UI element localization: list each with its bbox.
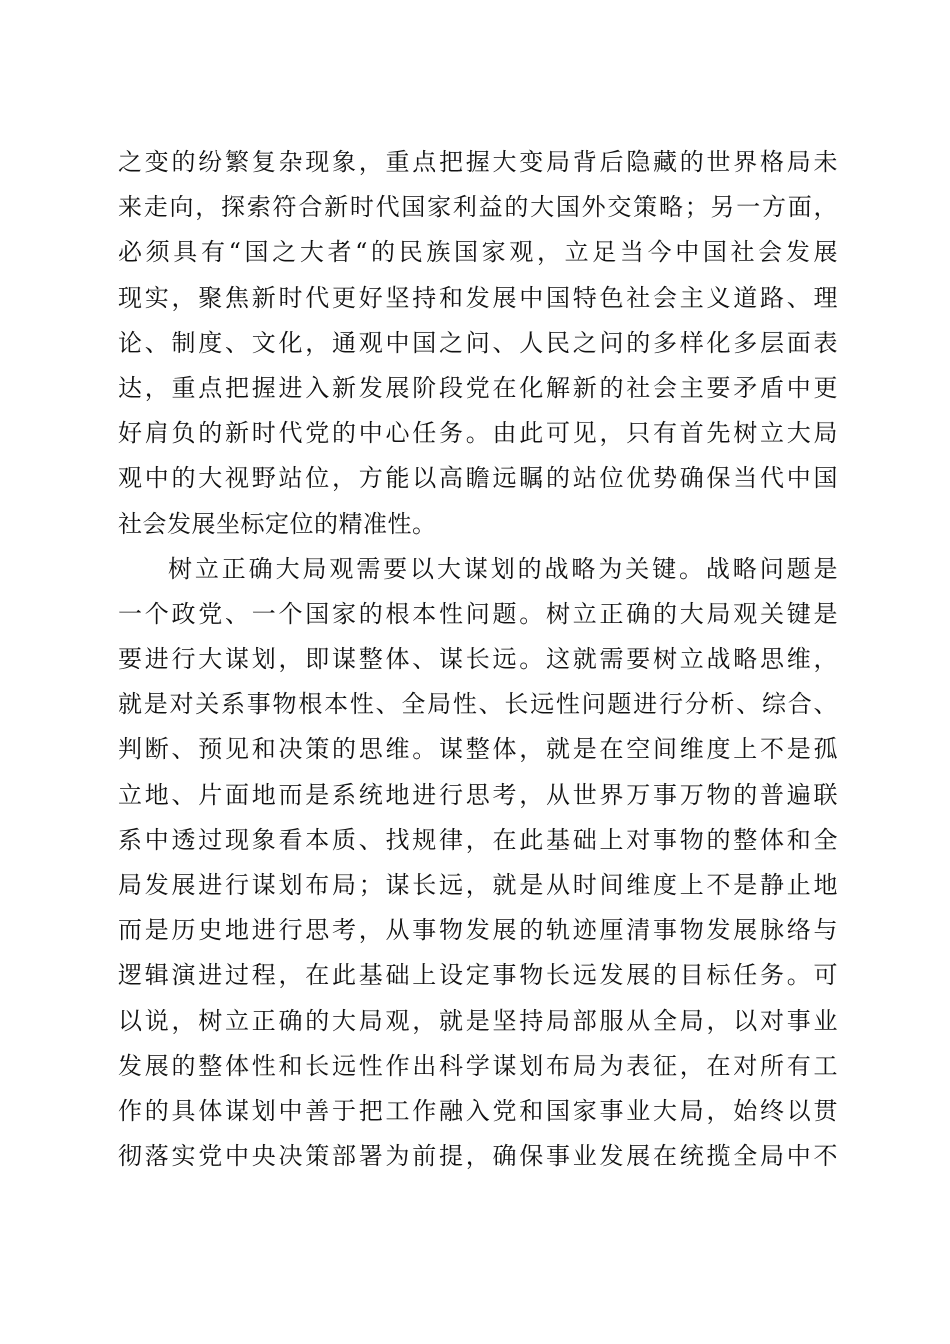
text-line: 发展的整体性和长远性作出科学谋划布局为表征，在对所有工 xyxy=(118,1051,838,1080)
text-line: 判断、预见和决策的思维。谋整体，就是在空间维度上不是孤 xyxy=(118,735,838,764)
text-line: 树立正确大局观需要以大谋划的战略为关键。战略问题是 xyxy=(168,554,838,583)
text-line: 以说，树立正确的大局观，就是坚持局部服从全局，以对事业 xyxy=(118,1006,838,1035)
text-line: 之变的纷繁复杂现象，重点把握大变局背后隐藏的世界格局未 xyxy=(118,148,838,176)
text-line: 来走向，探索符合新时代国家利益的大国外交策略；另一方面， xyxy=(118,193,838,222)
body-text xyxy=(118,140,838,1179)
text-line: 现实，聚焦新时代更好坚持和发展中国特色社会主义道路、理 xyxy=(118,283,838,312)
text-line: 系中透过现象看本质、找规律，在此基础上对事物的整体和全 xyxy=(118,825,838,854)
text-line: 就是对关系事物根本性、全局性、长远性问题进行分析、综合、 xyxy=(118,690,838,719)
text-line: 而是历史地进行思考，从事物发展的轨迹厘清事物发展脉络与 xyxy=(118,916,838,945)
text-line: 观中的大视野站位，方能以高瞻远瞩的站位优势确保当代中国 xyxy=(118,464,838,493)
text-line: 局发展进行谋划布局；谋长远，就是从时间维度上不是静止地 xyxy=(118,871,838,899)
text-line: 逻辑演进过程，在此基础上设定事物长远发展的目标任务。可 xyxy=(118,961,838,990)
text-line: 达，重点把握进入新发展阶段党在化解新的社会主要矛盾中更 xyxy=(118,373,838,402)
text-line: 社会发展坐标定位的精准性。 xyxy=(118,509,437,538)
text-line: 必须具有“国之大者“的民族国家观，立足当今中国社会发展 xyxy=(118,238,838,267)
text-line: 作的具体谋划中善于把工作融入党和国家事业大局，始终以贯 xyxy=(118,1096,838,1125)
text-line: 要进行大谋划，即谋整体、谋长远。这就需要树立战略思维， xyxy=(118,645,838,674)
text-line: 立地、片面地而是系统地进行思考，从世界万事万物的普遍联 xyxy=(118,780,838,809)
paragraph-1 xyxy=(118,140,838,547)
text-line: 一个政党、一个国家的根本性问题。树立正确的大局观关键是 xyxy=(118,599,838,628)
text-line: 彻落实党中央决策部署为前提，确保事业发展在统揽全局中不 xyxy=(118,1142,838,1171)
paragraph-2 xyxy=(118,547,838,1180)
text-line: 论、制度、文化，通观中国之问、人民之问的多样化多层面表 xyxy=(118,328,838,357)
text-line: 好肩负的新时代党的中心任务。由此可见，只有首先树立大局 xyxy=(118,419,838,448)
